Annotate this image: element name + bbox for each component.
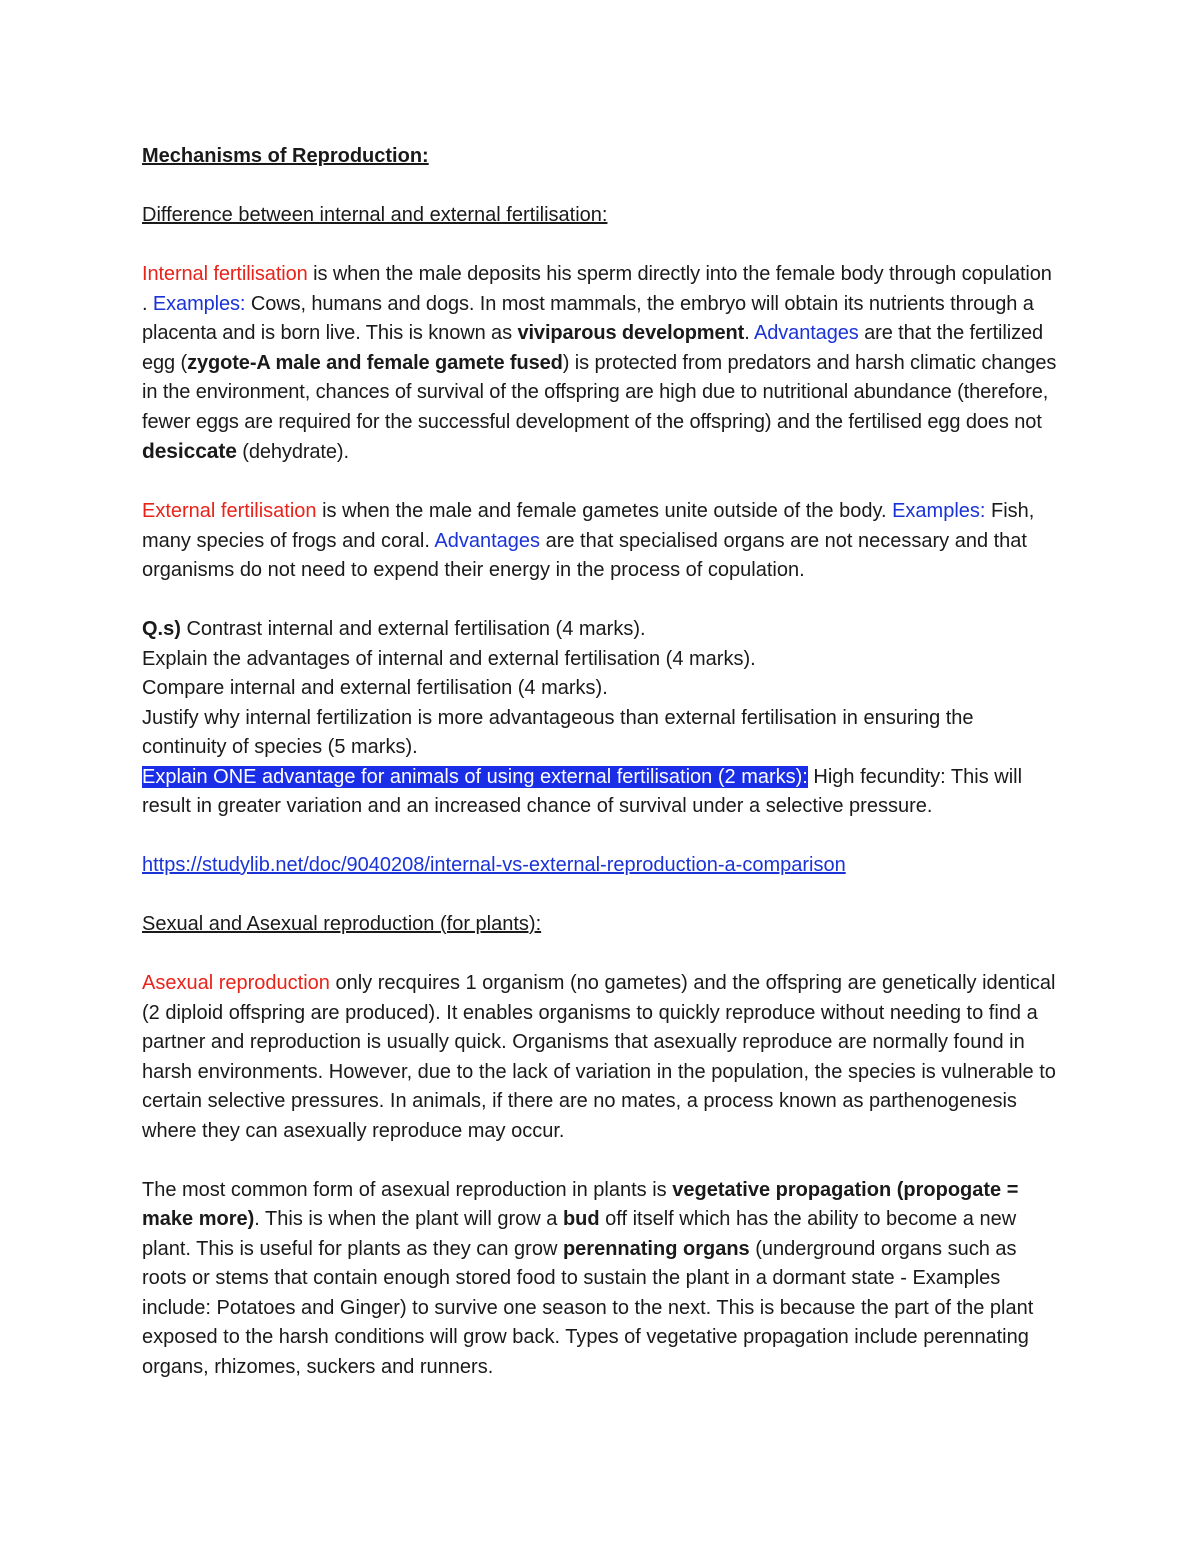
text-span: is when the male deposits his sperm directly into the female body through copulation .: [142, 263, 1052, 315]
term-viviparous: viviparous development: [517, 322, 745, 344]
term-asexual-reproduction: Asexual reproduction: [142, 972, 330, 994]
question-2: Explain the advantages of internal and external fertilisation (4 marks).: [142, 647, 756, 670]
term-desiccate: desiccate: [142, 440, 237, 463]
term-zygote: zygote-A male and female gamete fused: [187, 351, 563, 374]
section-heading-plants: Sexual and Asexual reproduction (for plants):: [142, 913, 542, 935]
question-5-answer: High fecundity: This will result in greater variation and an increased chance of survival under a selective pressure.: [142, 765, 1023, 817]
text-span: ) is protected from predators and harsh climatic changes in the environment, chances of survival of the offspring are high due to nutritional abundance (therefore, fewer eggs are required for the successful development of the offspring) and the fertilised egg does not: [142, 351, 1057, 433]
paragraph-asexual-reproduction: [142, 969, 1062, 1146]
text-span: Fish, many species of frogs and coral.: [142, 500, 1035, 552]
text-span: Contrast internal and external fertilisation (4 marks).: [180, 618, 646, 640]
text-span: off itself which has the ability to become a new plant. This is useful for plants as they can grow: [142, 1208, 1017, 1260]
text-span: is when the male and female gametes unite outside of the body.: [316, 500, 893, 522]
term-external-fertilisation: External fertilisation: [142, 500, 317, 522]
highlighted-question: Explain ONE advantage for animals of using external fertilisation (2 marks):: [142, 765, 808, 788]
question-4: Justify why internal fertilization is more advantageous than external fertilisation in ensuring the continuity of species (5 marks).: [142, 706, 974, 758]
text-span: . This is when the plant will grow a: [254, 1208, 563, 1230]
text-span: Cows, humans and dogs. In most mammals, the embryo will obtain its nutrients through a placenta and is born live. This is known as: [142, 292, 1034, 344]
label-advantages: Advantages: [434, 529, 541, 552]
question-3: Compare internal and external fertilisation (4 marks).: [142, 677, 608, 699]
text-span: .: [744, 322, 755, 344]
paragraph-internal-fertilisation: [142, 260, 1062, 468]
text-span: are that specialised organs are not necessary and that organisms do not need to expend their energy in the process of copulation.: [142, 529, 1027, 581]
term-vegetative-propagation: vegetative propagation (propogate = make more): [142, 1178, 1019, 1230]
term-bud: bud: [562, 1208, 600, 1230]
questions-block: [142, 615, 1062, 822]
document-title: Mechanisms of Reproduction:: [142, 145, 429, 167]
term-internal-fertilisation: Internal fertilisation: [142, 263, 308, 285]
label-examples: Examples:: [892, 500, 986, 522]
section-heading-fertilisation: Difference between internal and external fertilisation:: [142, 204, 608, 226]
text-span: (dehydrate).: [236, 441, 349, 463]
text-span: The most common form of asexual reproduction in plants is: [142, 1178, 673, 1201]
text-span: are that the fertilized egg (: [142, 322, 1044, 374]
document-body: [142, 142, 1062, 1382]
paragraph-external-fertilisation: [142, 497, 1062, 586]
questions-label: Q.s): [142, 618, 181, 640]
label-advantages: Advantages: [754, 322, 859, 344]
paragraph-vegetative-propagation: [142, 1176, 1062, 1383]
term-perennating-organs: perennating organs: [562, 1237, 750, 1260]
reference-link[interactable]: https://studylib.net/doc/9040208/internal-vs-external-reproduction-a-comparison: [142, 854, 846, 876]
reference-link-paragraph: [142, 851, 1062, 881]
question-5: [142, 763, 1062, 822]
label-examples: Examples:: [152, 292, 246, 315]
text-span: (underground organs such as roots or stems that contain enough stored food to sustain the plant in a dormant state - Examples include: Potatoes and Ginger) to survive one season to the next. This is because the part of the plant exposed to the harsh conditions will grow back. Types of vegetative propagation include perennating organs, rhizomes, suckers and runners.: [142, 1237, 1034, 1378]
question-1: [142, 615, 1062, 645]
text-span: only recquires 1 organism (no gametes) and the offspring are genetically identical (2 diploid offspring are produced). It enables organisms to quickly reproduce without needing to find a partner and reproduction is usually quick. Organisms that asexually reproduce are normally found in harsh environments. However, due to the lack of variation in the population, the species is vulnerable to certain selective pressures. In animals, if there are no mates, a process known as parthenogenesis where they can asexually reproduce may occur.: [142, 972, 1056, 1142]
